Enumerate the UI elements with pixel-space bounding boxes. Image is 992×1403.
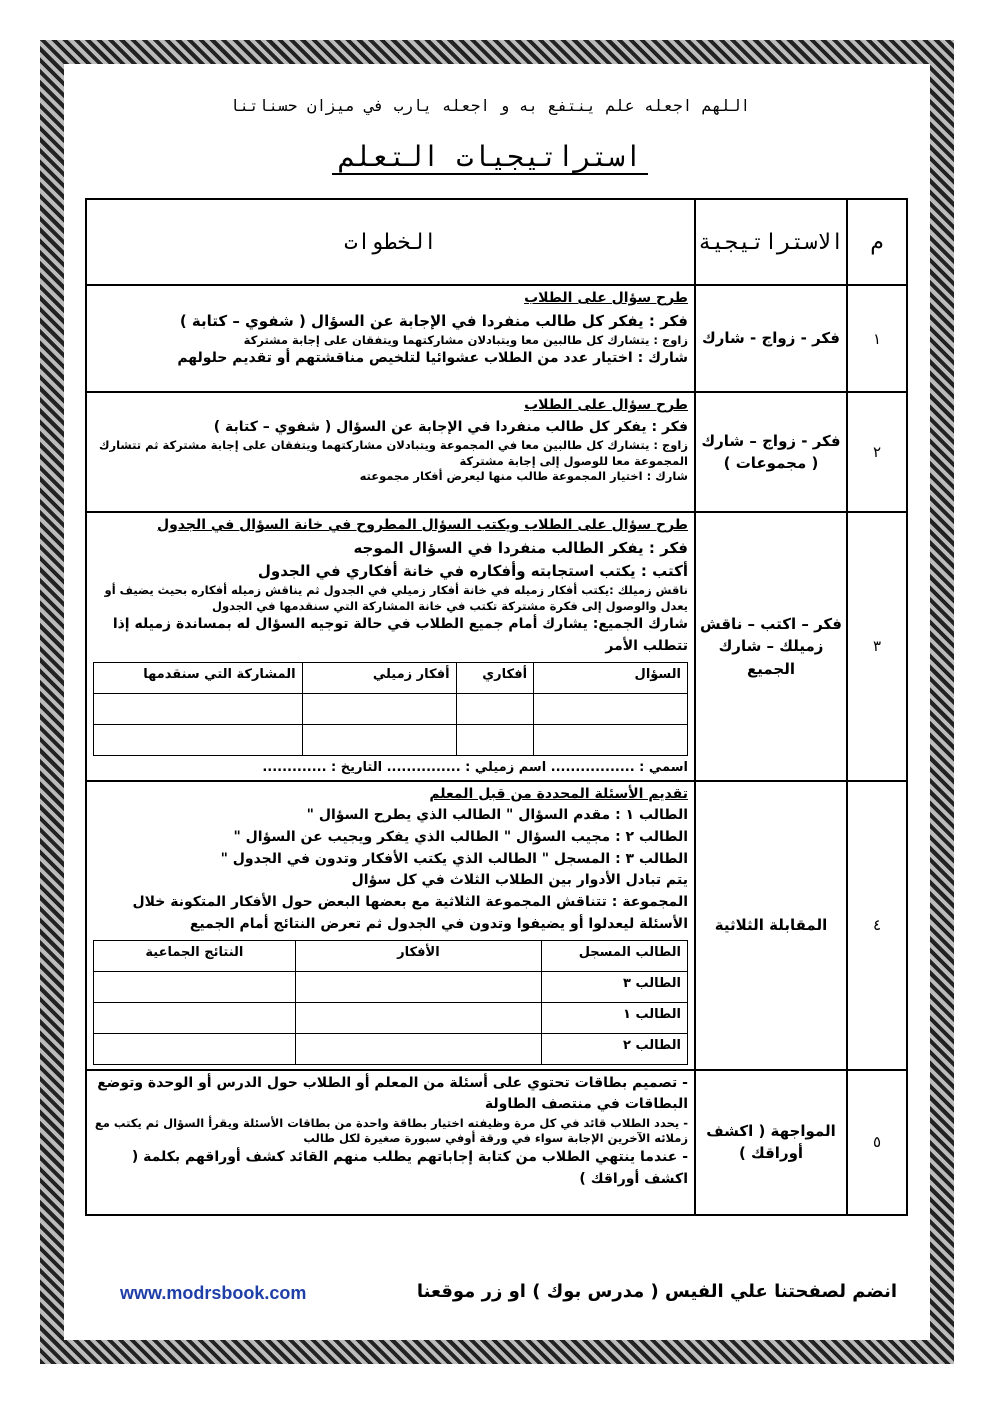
col-header: المشاركة التي سنقدمها	[94, 662, 303, 693]
step-line: زاوج : يتشارك كل طالبين معا ويتبادلان مشاركتهما ويتفقان على إجابة مشتركة	[243, 332, 688, 347]
header-strategy: الاستراتيجية	[695, 199, 847, 285]
steps-cell	[86, 1070, 695, 1215]
row-num: ٢	[847, 392, 907, 512]
steps-cell	[86, 392, 695, 512]
row-num: ٥	[847, 1070, 907, 1215]
header-num: م	[847, 199, 907, 285]
row-num: ٣	[847, 512, 907, 781]
step-line: الطالب ٣ : المسجل " الطالب الذي يكتب الأفكار وتدون في الجدول "	[220, 850, 688, 867]
strategy-name: فكر - زواج - شارك	[695, 285, 847, 392]
empty-cell	[295, 1002, 541, 1033]
step-line: - يحدد الطلاب قائد في كل مرة وظيفته اختيار بطاقة واحدة من بطاقات الأسئلة ويقرأ السؤال ثم يكتب مع زملائه الآخرين الإجابة سواء في ورقة أوفي سبورة صغيرة لكل طالب	[94, 1115, 688, 1146]
empty-cell	[94, 1002, 296, 1033]
table-row	[86, 781, 907, 1070]
empty-cell	[456, 693, 533, 724]
step-line: زاوج : يتشارك كل طالبين معا في المجموعة ويتبادلان مشاركتهما ويتفقان على إجابة مشتركة ثم تتشارك المجموعة معا للوصول إلى إجابة مشتركة	[98, 438, 688, 468]
table-row	[86, 392, 907, 512]
step-line: طرح سؤال على الطلاب	[524, 397, 688, 413]
row-num: ٤	[847, 781, 907, 1070]
strategies-table	[85, 198, 908, 1216]
col-header: الأفكار	[295, 940, 541, 971]
strategy-name: فكر - زواج – شارك ( مجموعات )	[695, 392, 847, 512]
step-line: يتم تبادل الأدوار بين الطلاب الثلاث في كل سؤال	[351, 872, 688, 889]
strategy-name: المواجهة ( اكشف أوراقك )	[695, 1070, 847, 1215]
step-line: أكتب : يكتب استجابته وأفكاره في خانة أفكاري في الجدول	[257, 561, 688, 580]
step-line: ناقش زميلك :يكتب أفكار زميله في خانة أفكار زميلي في الجدول ثم يناقش زميله أفكاره بحيث يضيف أو يعدل والوصول إلى فكرة مشتركة تكتب في خانة المشاركة التي سنقدمها في الجدول	[104, 583, 688, 613]
steps-cell	[86, 781, 695, 1070]
step-line: شارك : اختيار المجموعة طالب منها ليعرض أفكار مجموعته	[359, 469, 688, 484]
name-date-line: اسمي : ................. اسم زميلي : ............... التاريخ : .............	[262, 759, 688, 775]
empty-cell	[534, 724, 688, 755]
row-label: الطالب ٢	[542, 1033, 688, 1064]
col-header: النتائج الجماعية	[94, 940, 296, 971]
empty-cell	[295, 1033, 541, 1064]
empty-cell	[302, 724, 456, 755]
step-line: طرح سؤال على الطلاب	[524, 290, 688, 306]
steps-cell	[86, 285, 695, 392]
think-write-table	[93, 662, 688, 756]
step-line: - عندما ينتهي الطلاب من كتابة إجاباتهم يطلب منهم القائد كشف أوراقهم بكلمة ( اكشف أوراقك )	[131, 1148, 688, 1187]
table-row	[86, 1070, 907, 1215]
steps-cell	[86, 512, 695, 781]
step-line: الطالب ١ : مقدم السؤال " الطالب الذي يطرح السؤال "	[306, 807, 688, 824]
step-line: - تصميم بطاقات تحتوي على أسئلة من المعلم أو الطلاب حول الدرس أو الوحدة وتوضع البطاقات في منتصف الطاولة	[97, 1074, 688, 1113]
header-steps: الخطوات	[86, 199, 695, 285]
row-num: ١	[847, 285, 907, 392]
row-label: الطالب ٣	[542, 971, 688, 1002]
empty-cell	[456, 724, 533, 755]
table-row	[86, 285, 907, 392]
prayer-line: اللهم اجعله علم ينتفع به و اجعله يارب في ميزان حسناتنا	[229, 96, 751, 115]
step-line: شارك الجميع: يشارك أمام جميع الطلاب في حالة توجيه السؤال له بمساندة زميله إذا تتطلب الأمر	[112, 616, 688, 654]
step-line: فكر : يفكر كل طالب منفردا في الإجابة عن السؤال ( شفوي – كتابة )	[179, 311, 688, 330]
empty-cell	[534, 693, 688, 724]
step-line: طرح سؤال على الطلاب ويكتب السؤال المطروح في خانة السؤال في الجدول	[156, 517, 688, 533]
strategy-name: المقابلة الثلاثية	[695, 781, 847, 1070]
step-line: الطالب ٢ : مجيب السؤال " الطالب الذي يفكر ويجيب عن السؤال "	[233, 829, 688, 846]
trio-table	[93, 940, 688, 1065]
step-line: المجموعة : تتناقش المجموعة الثلاثية مع بعضها البعض حول الأفكار المتكونة خلال الأسئلة ليعدلوا أو يضيفوا وتدون في الجدول ثم تعرض النتائج أمام الجميع	[132, 894, 688, 932]
col-header: الطالب المسجل	[542, 940, 688, 971]
table-header-row	[86, 199, 907, 285]
footer-join-text: انضم لصفحتنا علي الفيس ( مدرس بوك ) او زر موقعنا	[416, 1281, 897, 1302]
step-line: تقديم الأسئلة المحددة من قبل المعلم	[429, 785, 688, 802]
step-line: فكر : يفكر كل طالب منفردا في الإجابة عن السؤال ( شفوي – كتابة )	[213, 418, 688, 435]
footer-website-link[interactable]: www.modrsbook.com	[120, 1283, 307, 1303]
col-header: أفكاري	[456, 662, 533, 693]
empty-cell	[94, 724, 303, 755]
row-label: الطالب ١	[542, 1002, 688, 1033]
empty-cell	[94, 1033, 296, 1064]
empty-cell	[295, 971, 541, 1002]
col-header: أفكار زميلي	[302, 662, 456, 693]
col-header: السؤال	[534, 662, 688, 693]
page-title: استراتيجيات التعلم	[250, 140, 730, 173]
step-line: شارك : اختيار عدد من الطلاب عشوائيا لتلخيص مناقشتهم أو تقديم حلولهم	[177, 350, 688, 367]
step-line: فكر : يفكر الطالب منفردا في السؤال الموجه	[353, 538, 688, 557]
empty-cell	[94, 693, 303, 724]
strategy-name: فكر – اكتب – ناقش زميلك – شارك الجميع	[695, 512, 847, 781]
table-row	[86, 512, 907, 781]
empty-cell	[302, 693, 456, 724]
empty-cell	[94, 971, 296, 1002]
